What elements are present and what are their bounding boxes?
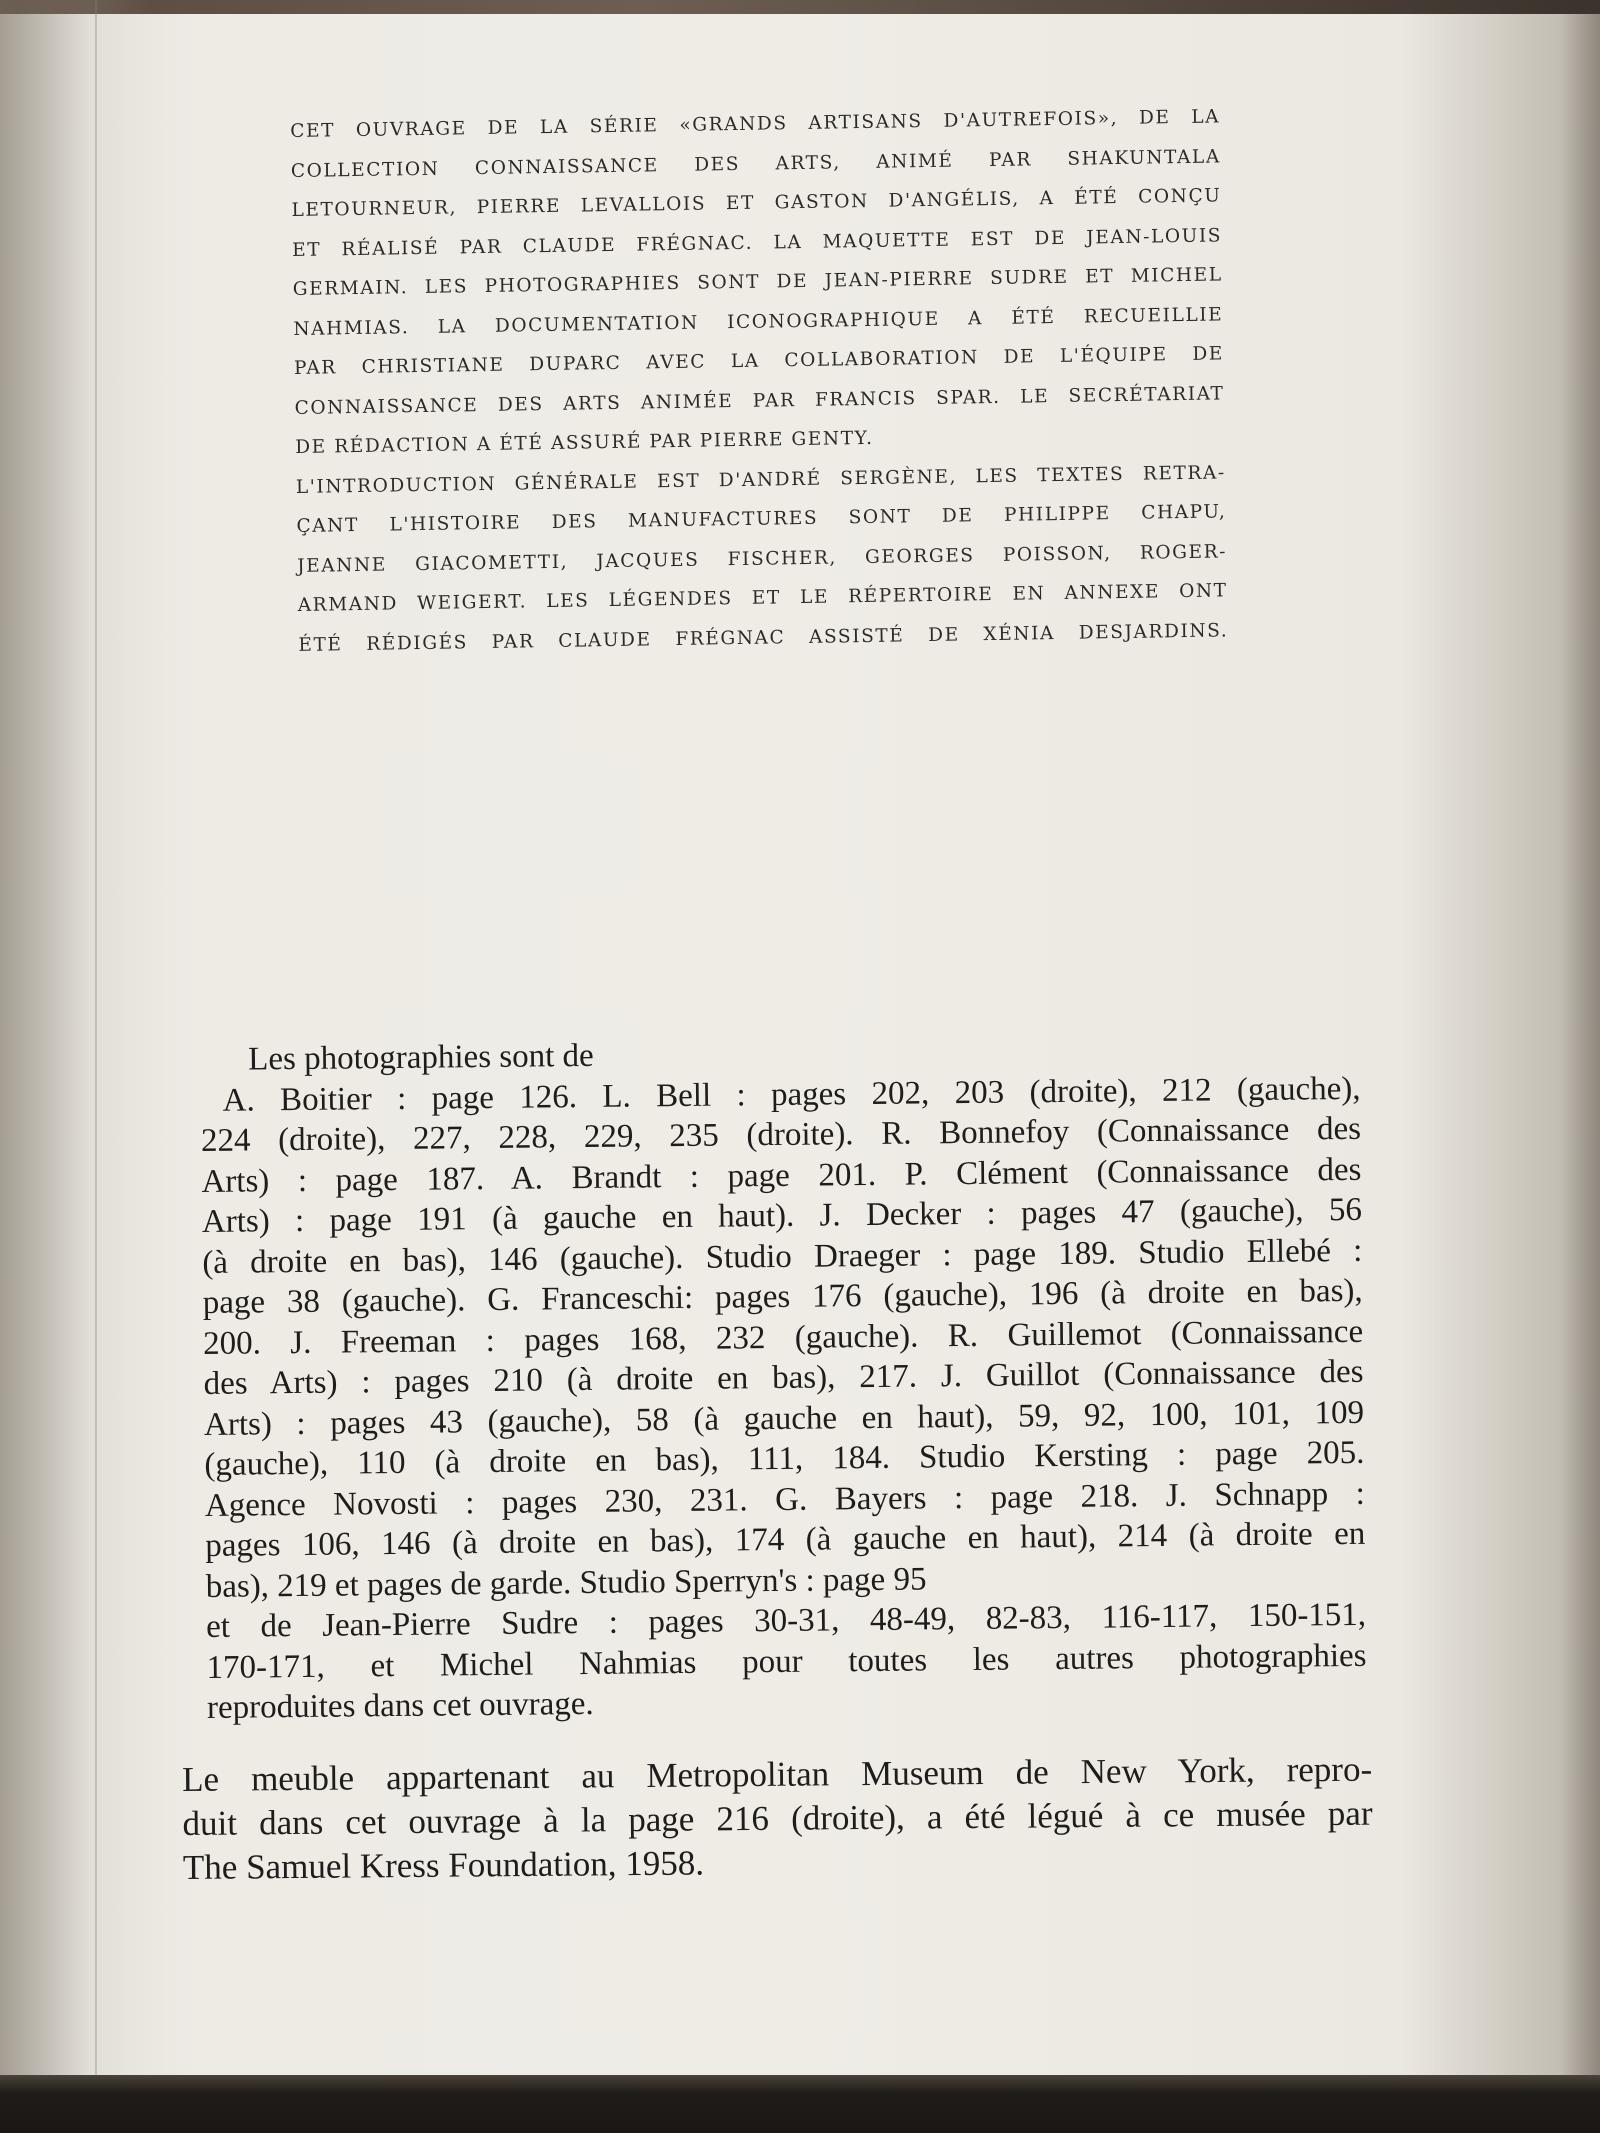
photo-credits-line: Arts) : pages 43 (gauche), 58 (à gauche en haut), 59, 92, 100, 101, 109 [203,1394,1365,1443]
colophon-line: JEANNE GIACOMETTI, JACQUES FISCHER, GEORGES POISSON, ROGER- [296,540,1228,577]
book-top-edge [0,0,1600,14]
colophon-line: CET OUVRAGE DE LA SÉRIE «GRANDS ARTISANS D'AUTREFOIS», DE LA [290,106,1221,142]
photo-credits-line: 200. J. Freeman : pages 168, 232 (gauche). R. Guillemot (Connaissance [202,1313,1364,1362]
photo-credits-line: Arts) : page 191 (à gauche en haut). J. Decker : pages 47 (gauche), 56 [201,1191,1363,1240]
photo-credits-heading: Les photographies sont de [248,1037,594,1078]
colophon-line: ARMAND WEIGERT. LES LÉGENDES ET LE RÉPERTOIRE EN ANNEXE ONT [297,580,1228,616]
colophon-credits [290,97,1229,665]
photo-credits-line: (gauche), 110 (à droite en bas), 111, 184. Studio Kersting : page 205. [204,1434,1365,1483]
photo-credits [200,1028,1367,1729]
photo-credits-line: Agence Novosti : pages 230, 231. G. Bayers : page 218. J. Schnapp : [204,1475,1365,1524]
photo-credits-line: page 38 (gauche). G. Franceschi: pages 176 (gauche), 196 (à droite en bas), [202,1272,1363,1321]
photo-credits-line: 224 (droite), 227, 228, 229, 235 (droite). R. Bonnefoy (Connaissance des [200,1110,1362,1159]
photo-credits-line: des Arts) : pages 210 (à droite en bas), 217. J. Guillot (Connaissance des [203,1353,1364,1402]
photo-credits-line: A. Boitier : page 126. L. Bell : pages 202, 203 (droite), 212 (gauche), [222,1070,1361,1119]
table-surface [0,2075,1600,2133]
photo-credits-line: bas), 219 et pages de garde. Studio Sperryn's : page 95 [205,1560,927,1605]
colophon-line: GERMAIN. LES PHOTOGRAPHIES SONT DE JEAN-PIERRE SUDRE ET MICHEL [292,264,1223,300]
colophon-line: ET RÉALISÉ PAR CLAUDE FRÉGNAC. LA MAQUETTE EST DE JEAN-LOUIS [292,224,1223,261]
photo-credits-line: Arts) : page 187. A. Brandt : page 201. P. Clément (Connaissance des [201,1151,1362,1200]
photo-credits-line: (à droite en bas), 146 (gauche). Studio Draeger : page 189. Studio Ellebé : [202,1232,1363,1281]
photo-credits-line: et de Jean-Pierre Sudre : pages 30-31, 48-49, 82-83, 116-117, 150-151, [205,1596,1367,1645]
colophon-line: ÇANT L'HISTOIRE DES MANUFACTURES SONT DE PHILIPPE CHAPU, [296,501,1227,537]
colophon-line: COLLECTION CONNAISSANCE DES ARTS, ANIMÉ PAR SHAKUNTALA [290,145,1221,182]
bequest-line: duit dans cet ouvrage à la page 216 (droite), a été légué à ce musée par [182,1793,1373,1843]
colophon-line: CONNAISSANCE DES ARTS ANIMÉE PAR FRANCIS SPAR. LE SECRÉTARIAT [294,382,1225,419]
colophon-line: NAHMIAS. LA DOCUMENTATION ICONOGRAPHIQUE A ÉTÉ RECUEILLIE [293,303,1224,340]
bequest-note [182,1748,1373,1890]
colophon-line: DE RÉDACTION A ÉTÉ ASSURÉ PAR PIERRE GENTY. [295,427,874,458]
colophon-line: PAR CHRISTIANE DUPARC AVEC LA COLLABORATION DE L'ÉQUIPE DE [293,343,1225,379]
photo-credits-line: reproduites dans cet ouvrage. [206,1685,594,1726]
photo-credits-line: pages 106, 146 (à droite en bas), 174 (à gauche en haut), 214 (à droite en [205,1515,1366,1564]
bequest-line: The Samuel Kress Foundation, 1958. [182,1843,705,1887]
gutter-shadow [0,0,150,2133]
colophon-line: L'INTRODUCTION GÉNÉRALE EST D'ANDRÉ SERGÈNE, LES TEXTES RETRA- [295,461,1226,498]
photo-credits-line: 170-171, et Michel Nahmias pour toutes les autres photographies [206,1637,1367,1686]
bequest-line: Le meuble appartenant au Metropolitan Museum de New York, repro- [182,1749,1373,1799]
colophon-line: LETOURNEUR, PIERRE LEVALLOIS ET GASTON D'ANGÉLIS, A ÉTÉ CONÇU [291,185,1222,221]
right-edge-shadow [1560,0,1600,2133]
page-fold-line [95,0,97,2133]
colophon-line: ÉTÉ RÉDIGÉS PAR CLAUDE FRÉGNAC ASSISTÉ DE XÉNIA DESJARDINS. [298,619,1229,656]
